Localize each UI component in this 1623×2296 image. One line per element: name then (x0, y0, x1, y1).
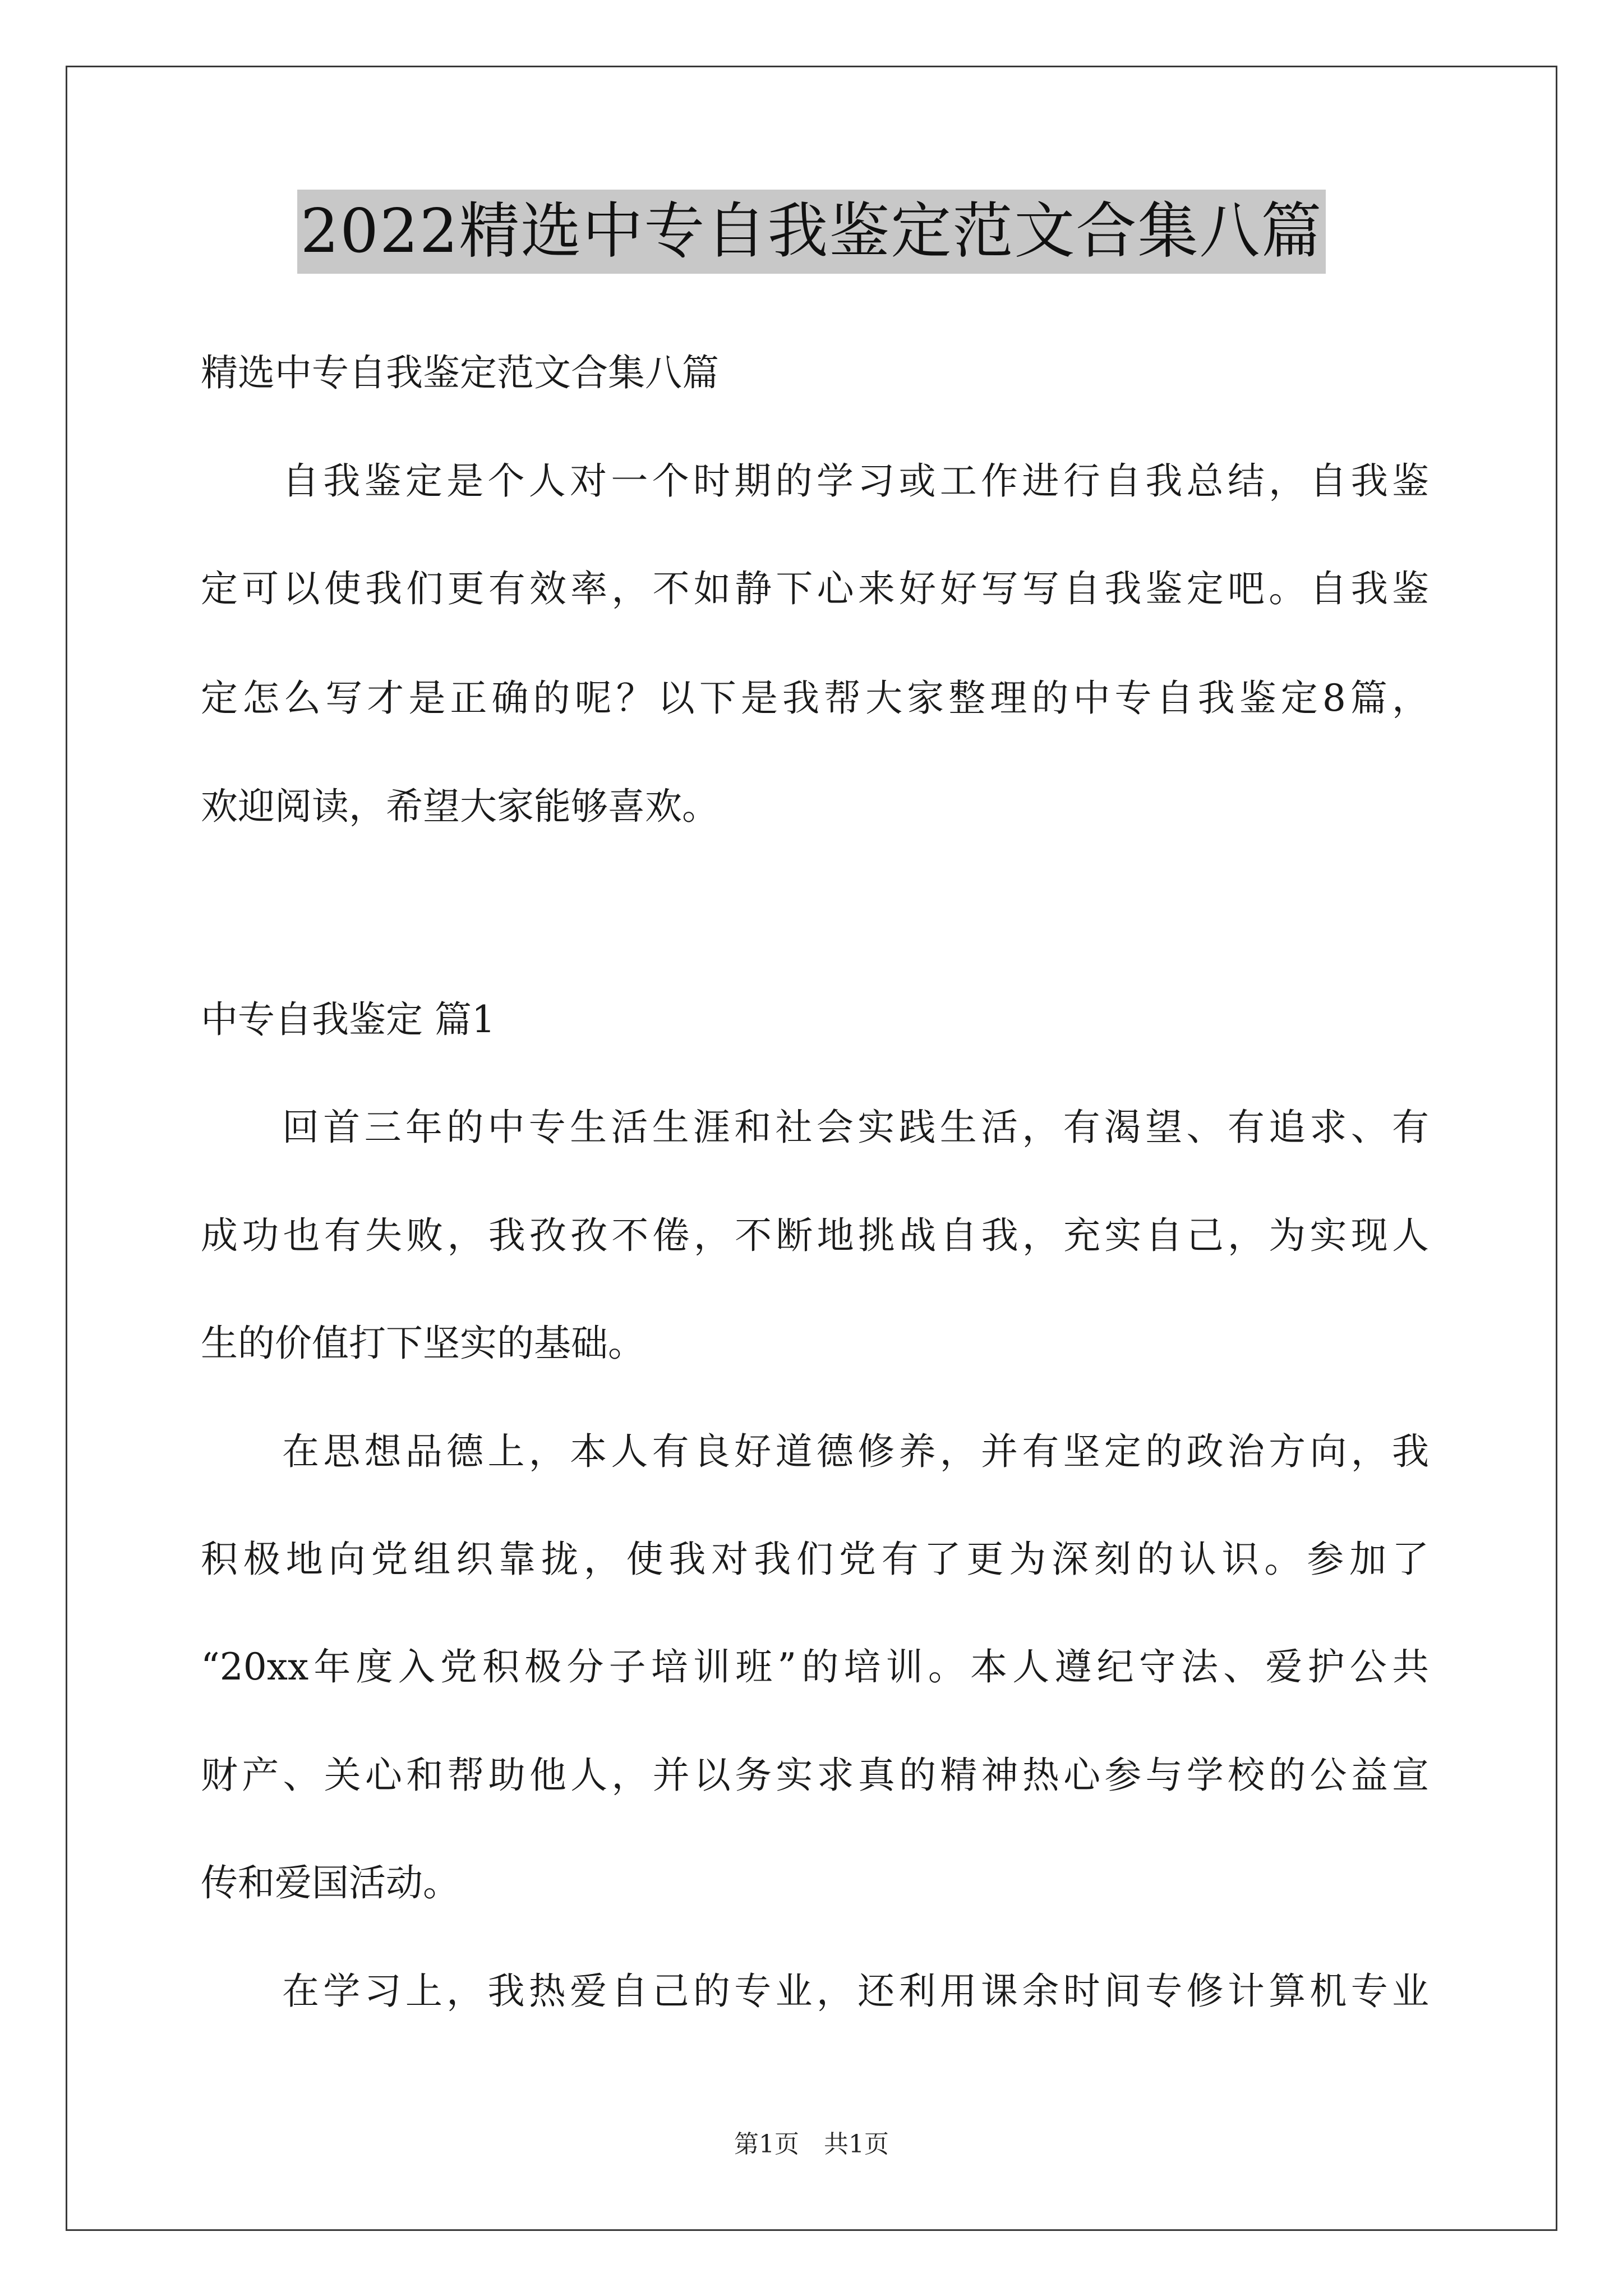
document-title: 2022精选中专自我鉴定范文合集八篇 (297, 190, 1326, 274)
page-number: 第1页 共1页 (734, 2130, 889, 2159)
intro-line-4: 欢迎阅读，希望大家能够喜欢。 (201, 785, 719, 828)
s1-p2-line-3: “20xx年度入党积极分子培训班”的培训。本人遵纪守法、爱护公共 (201, 1645, 1429, 1688)
s1-p1-line-3: 生的价值打下坚实的基础。 (201, 1322, 645, 1365)
s1-p2-line-4: 财产、关心和帮助他人，并以务实求真的精神热心参与学校的公益宣 (201, 1754, 1429, 1797)
s1-p1-line-1: 回首三年的中专生活生涯和社会实践生活，有渴望、有追求、有 (282, 1106, 1429, 1149)
s1-p2-line-5: 传和爱国活动。 (201, 1861, 460, 1904)
s1-p3-line-1: 在学习上，我热爱自己的专业，还利用课余时间专修计算机专业 (282, 1970, 1429, 2013)
intro-line-3: 定怎么写才是正确的呢？以下是我帮大家整理的中专自我鉴定8篇， (201, 677, 1429, 720)
s1-p1-line-2: 成功也有失败，我孜孜不倦，不断地挑战自我，充实自己，为实现人 (201, 1214, 1429, 1257)
s1-p2-line-1: 在思想品德上，本人有良好道德修养，并有坚定的政治方向，我 (282, 1430, 1429, 1473)
intro-line-2: 定可以使我们更有效率，不如静下心来好好写写自我鉴定吧。自我鉴 (201, 567, 1429, 610)
intro-line-1: 自我鉴定是个人对一个时期的学习或工作进行自我总结，自我鉴 (282, 459, 1429, 503)
s1-p2-line-2: 积极地向党组织靠拢，使我对我们党有了更为深刻的认识。参加了 (201, 1538, 1429, 1581)
title-container (0, 190, 1623, 274)
document-subtitle: 精选中专自我鉴定范文合集八篇 (201, 351, 719, 394)
section1-heading: 中专自我鉴定 篇1 (201, 998, 495, 1041)
